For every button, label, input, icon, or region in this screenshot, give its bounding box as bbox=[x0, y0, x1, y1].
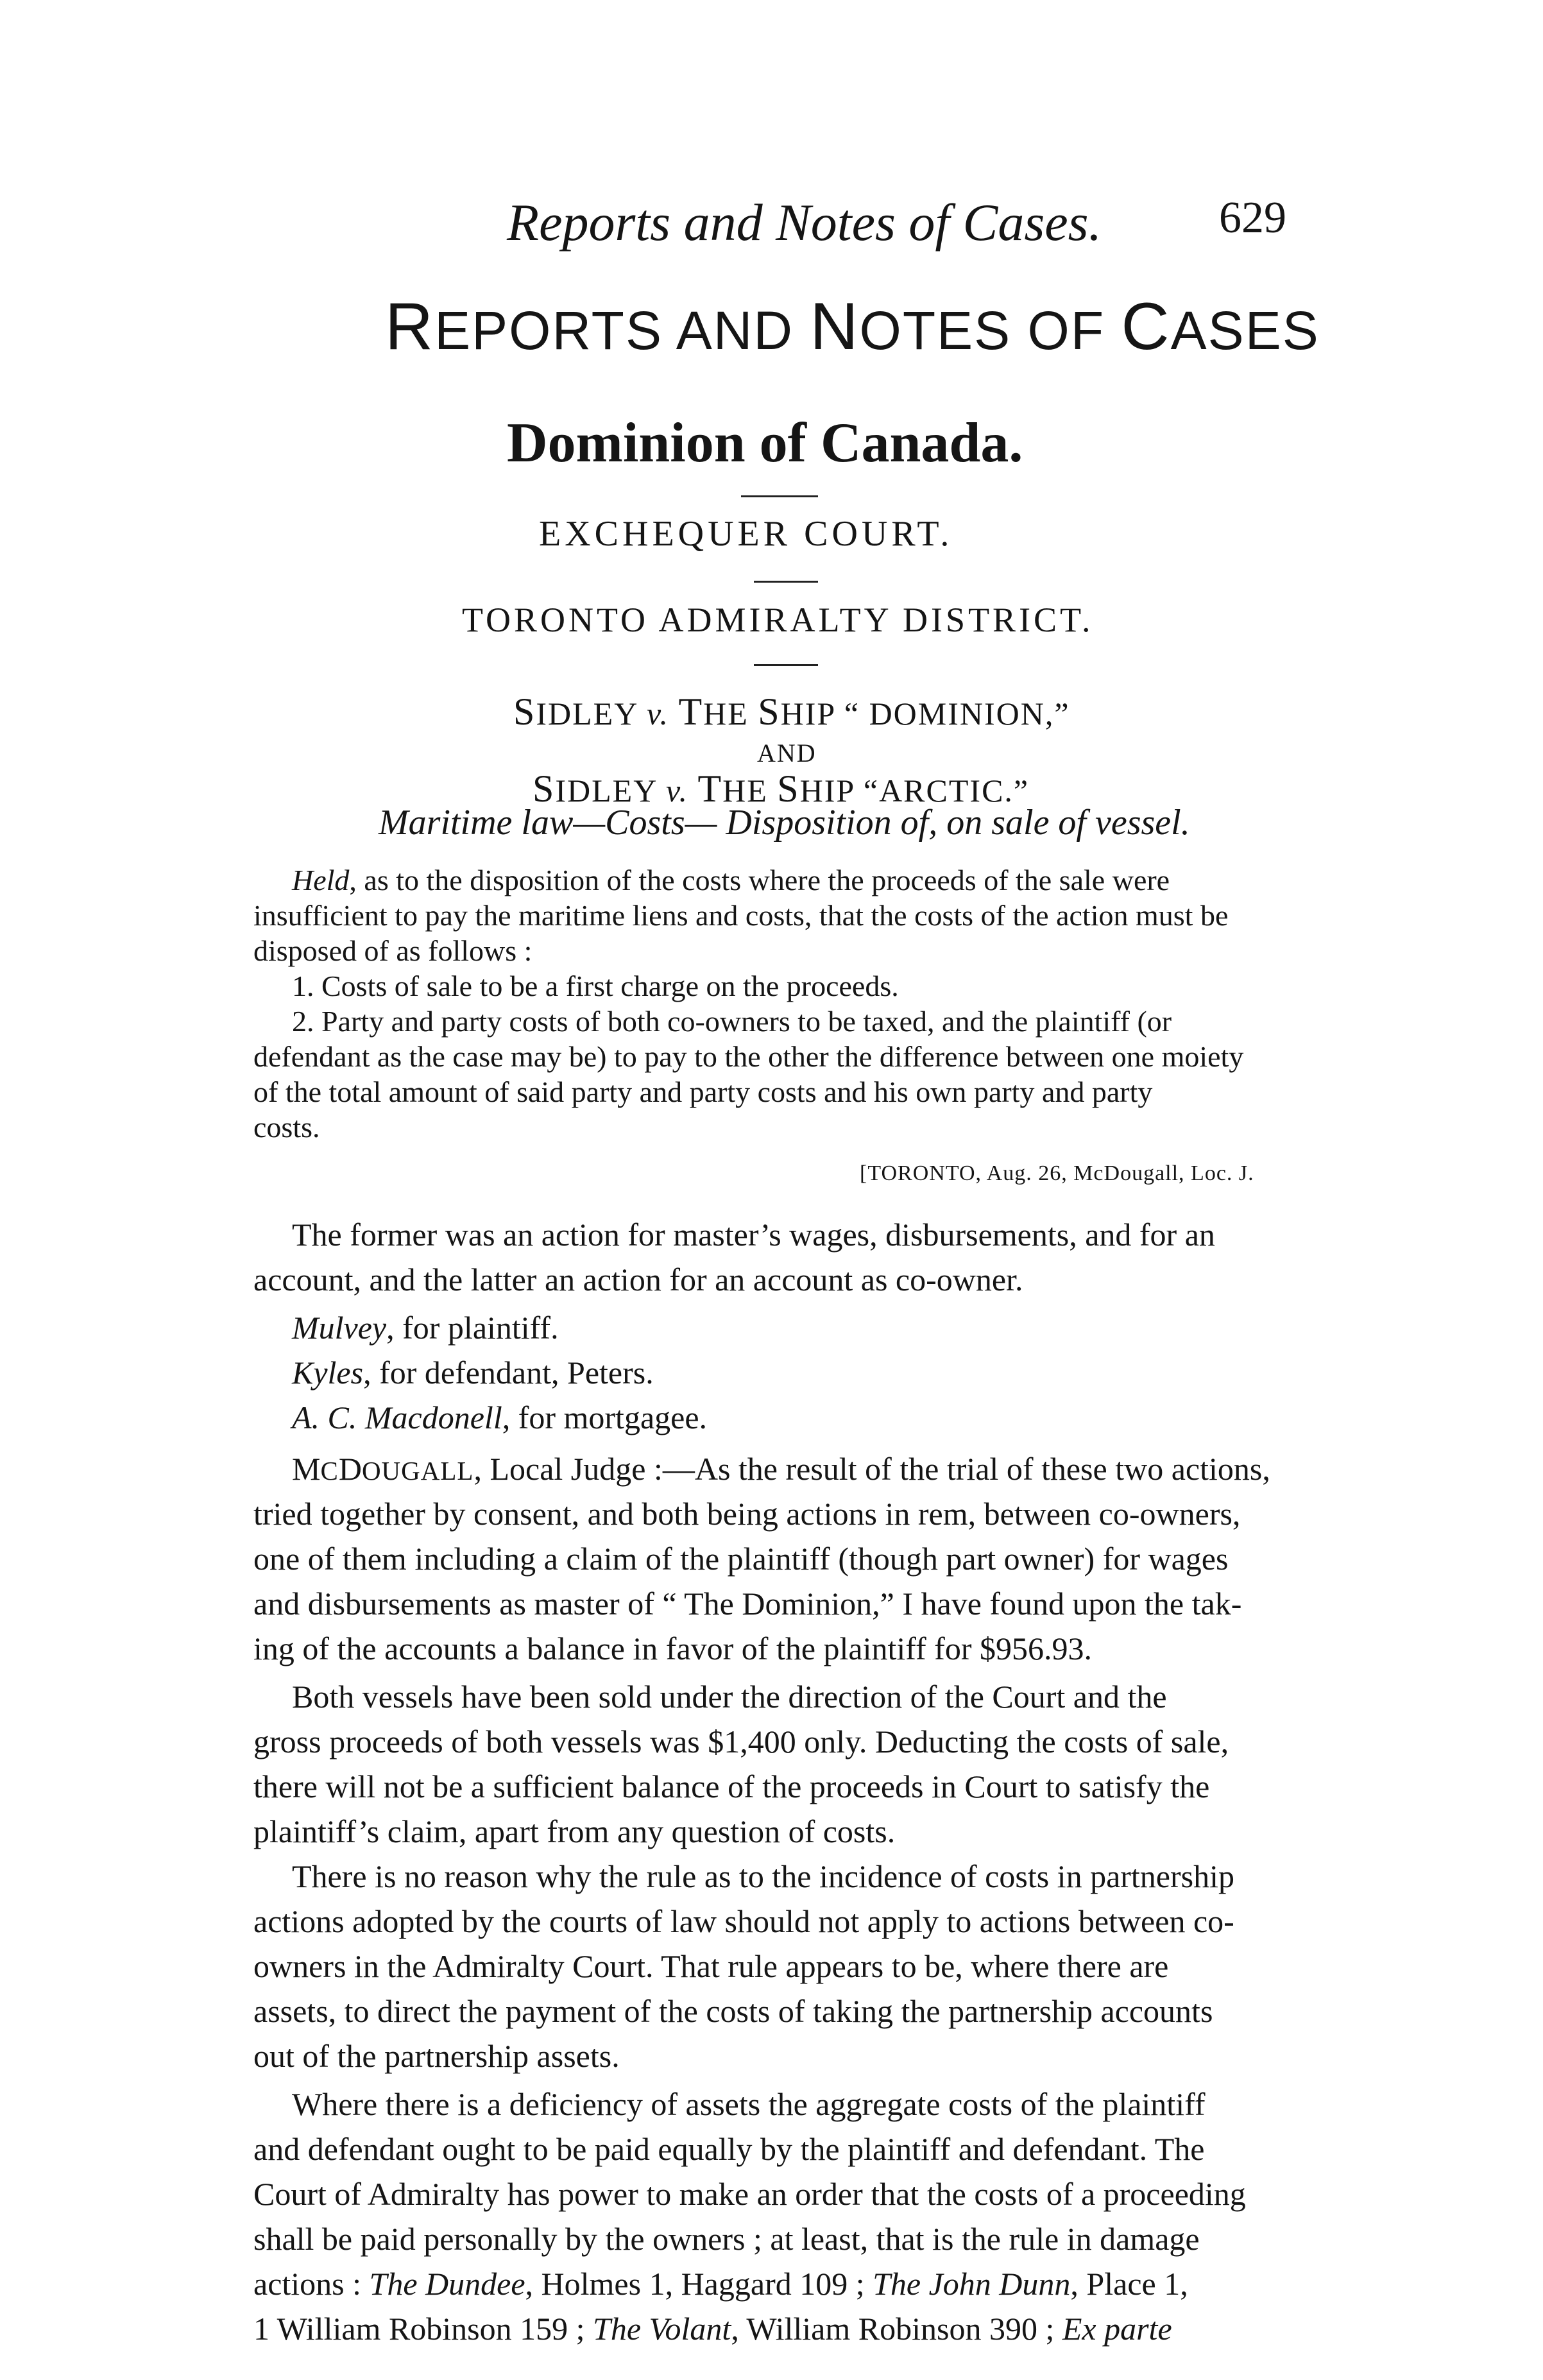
judgment-opening bbox=[292, 1450, 1270, 1487]
headnote-line: disposed of as follows : bbox=[253, 934, 533, 967]
body-line: out of the partnership assets. bbox=[253, 2038, 620, 2074]
caption-versus: v. bbox=[665, 773, 688, 809]
caption-party-cap: S bbox=[533, 767, 556, 810]
section-title-word-4: OF bbox=[1027, 300, 1105, 361]
body-line: there will not be a sufficient balance of the proceeds in Court to satisfy the bbox=[253, 1768, 1210, 1804]
counsel-role: , for mortgagee. bbox=[502, 1400, 708, 1435]
body-line: shall be paid personally by the owners ; at least, that is the rule in damage bbox=[253, 2221, 1200, 2257]
caption-versus: v. bbox=[646, 696, 669, 732]
court-heading: EXCHEQUER COURT. bbox=[539, 514, 953, 554]
counsel-line bbox=[292, 1309, 559, 1346]
headnote-text: , as to the disposition of the costs where the proceeds of the sale were bbox=[349, 864, 1170, 896]
counsel-line bbox=[292, 1399, 707, 1436]
caption-ship-rest: HIP bbox=[780, 696, 835, 732]
caption-party-rest: IDLEY bbox=[555, 773, 657, 809]
caption-the-cap: T bbox=[678, 690, 704, 733]
jurisdiction-heading: Dominion of Canada. bbox=[507, 412, 1023, 474]
body-text: , Place 1, bbox=[1070, 2266, 1188, 2302]
body-line: There is no reason why the rule as to the incidence of costs in partnership bbox=[292, 1858, 1234, 1894]
case-caption-and: AND bbox=[757, 739, 817, 767]
headnote-line: of the total amount of said party and party costs and his own party and party bbox=[253, 1075, 1153, 1108]
held-word: Held bbox=[292, 864, 350, 896]
headnote-line: 1. Costs of sale to be a first charge on the proceeds. bbox=[292, 970, 899, 1002]
judge-name-cap: D bbox=[338, 1451, 362, 1487]
section-title-word-1-rest: EPORTS bbox=[434, 300, 663, 361]
headnote-line: costs. bbox=[253, 1111, 320, 1143]
body-line bbox=[253, 2310, 1172, 2347]
running-head: Reports and Notes of Cases. bbox=[507, 193, 1102, 252]
body-text: , Holmes 1, Haggard 109 ; bbox=[525, 2266, 873, 2302]
judge-name-cap: M bbox=[292, 1451, 321, 1487]
body-line: assets, to direct the payment of the costs of taking the partnership accounts bbox=[253, 1993, 1213, 2029]
section-title-word-3-cap: N bbox=[810, 289, 860, 364]
divider-rule bbox=[741, 495, 818, 497]
caption-ship-cap: S bbox=[758, 690, 781, 733]
body-text: , William Robinson 390 ; bbox=[731, 2311, 1062, 2347]
headnote-line: 2. Party and party costs of both co-owners to be taxed, and the plaintiff (or bbox=[292, 1005, 1172, 1038]
body-line: account, and the latter an action for an account as co-owner. bbox=[253, 1262, 1023, 1297]
headnote-line: insufficient to pay the maritime liens and costs, that the costs of the action must be bbox=[253, 899, 1229, 932]
caption-vessel-name: “ARCTIC.” bbox=[863, 773, 1030, 809]
headnote-line: defendant as the case may be) to pay to the other the difference between one moiety bbox=[253, 1040, 1244, 1073]
judge-name-small: OUGALL bbox=[361, 1456, 474, 1485]
counsel-name: Mulvey bbox=[292, 1310, 387, 1346]
judge-name-small: C bbox=[320, 1456, 339, 1485]
district-heading: TORONTO ADMIRALTY DISTRICT. bbox=[462, 601, 1094, 639]
body-line: and defendant ought to be paid equally by the plaintiff and defendant. The bbox=[253, 2131, 1205, 2167]
section-title-word-5-cap: C bbox=[1121, 289, 1171, 364]
caption-ship-rest: HIP bbox=[799, 773, 855, 809]
body-line: gross proceeds of both vessels was $1,400 only. Deducting the costs of sale, bbox=[253, 1724, 1229, 1759]
body-line bbox=[253, 2265, 1188, 2302]
section-title bbox=[385, 289, 1320, 365]
caption-the-cap: T bbox=[697, 767, 723, 810]
body-line: ing of the accounts a balance in favor of the plaintiff for $956.93. bbox=[253, 1631, 1092, 1666]
page-number: 629 bbox=[1219, 193, 1286, 243]
body-line: one of them including a claim of the plaintiff (though part owner) for wages bbox=[253, 1541, 1229, 1577]
body-line: tried together by consent, and both being actions in rem, between co-owners, bbox=[253, 1496, 1241, 1532]
section-title-word-1-cap: R bbox=[385, 289, 435, 364]
subject-line: Maritime law—Costs— Disposition of, on sale of vessel. bbox=[379, 803, 1190, 843]
case-name: Ex parte bbox=[1062, 2311, 1172, 2347]
caption-party-rest: IDLEY bbox=[536, 696, 638, 732]
body-line: actions adopted by the courts of law should not apply to actions between co- bbox=[253, 1903, 1234, 1939]
caption-the-rest: HE bbox=[722, 773, 768, 809]
case-caption-line-1 bbox=[513, 690, 1070, 734]
case-name: The Volant bbox=[593, 2311, 731, 2347]
body-line: Both vessels have been sold under the direction of the Court and the bbox=[292, 1679, 1167, 1715]
section-title-word-2: AND bbox=[676, 300, 794, 361]
caption-the-rest: HE bbox=[703, 696, 749, 732]
case-name: The John Dunn bbox=[873, 2266, 1071, 2302]
caption-party-cap: S bbox=[513, 690, 536, 733]
body-line: and disbursements as master of “ The Dominion,” I have found upon the tak- bbox=[253, 1586, 1242, 1622]
body-line: The former was an action for master’s wages, disbursements, and for an bbox=[292, 1217, 1215, 1253]
judgment-text: , Local Judge :—As the result of the trial of these two actions, bbox=[473, 1451, 1270, 1487]
counsel-name: A. C. Macdonell bbox=[292, 1400, 502, 1435]
section-title-word-5-rest: ASES bbox=[1170, 300, 1320, 361]
body-line: Court of Admiralty has power to make an order that the costs of a proceeding bbox=[253, 2176, 1246, 2212]
body-text: 1 William Robinson 159 ; bbox=[253, 2311, 593, 2347]
body-text: actions : bbox=[253, 2266, 370, 2302]
counsel-role: , for defendant, Peters. bbox=[363, 1355, 654, 1391]
body-line: owners in the Admiralty Court. That rule appears to be, where there are bbox=[253, 1948, 1169, 1984]
case-name: The Dundee bbox=[369, 2266, 525, 2302]
body-line: Where there is a deficiency of assets the aggregate costs of the plaintiff bbox=[292, 2086, 1206, 2122]
caption-vessel-name: “ DOMINION,” bbox=[844, 696, 1070, 732]
body-line: plaintiff’s claim, apart from any question of costs. bbox=[253, 1813, 896, 1849]
section-title-word-3-rest: OTES bbox=[859, 300, 1012, 361]
divider-rule bbox=[754, 664, 818, 666]
counsel-line bbox=[292, 1354, 654, 1391]
counsel-role: , for plaintiff. bbox=[386, 1310, 559, 1346]
counsel-name: Kyles bbox=[292, 1355, 364, 1391]
headnote-line bbox=[292, 863, 1170, 897]
caption-ship-cap: S bbox=[777, 767, 800, 810]
divider-rule bbox=[754, 581, 818, 583]
court-citation: [TORONTO, Aug. 26, McDougall, Loc. J. bbox=[860, 1161, 1254, 1185]
